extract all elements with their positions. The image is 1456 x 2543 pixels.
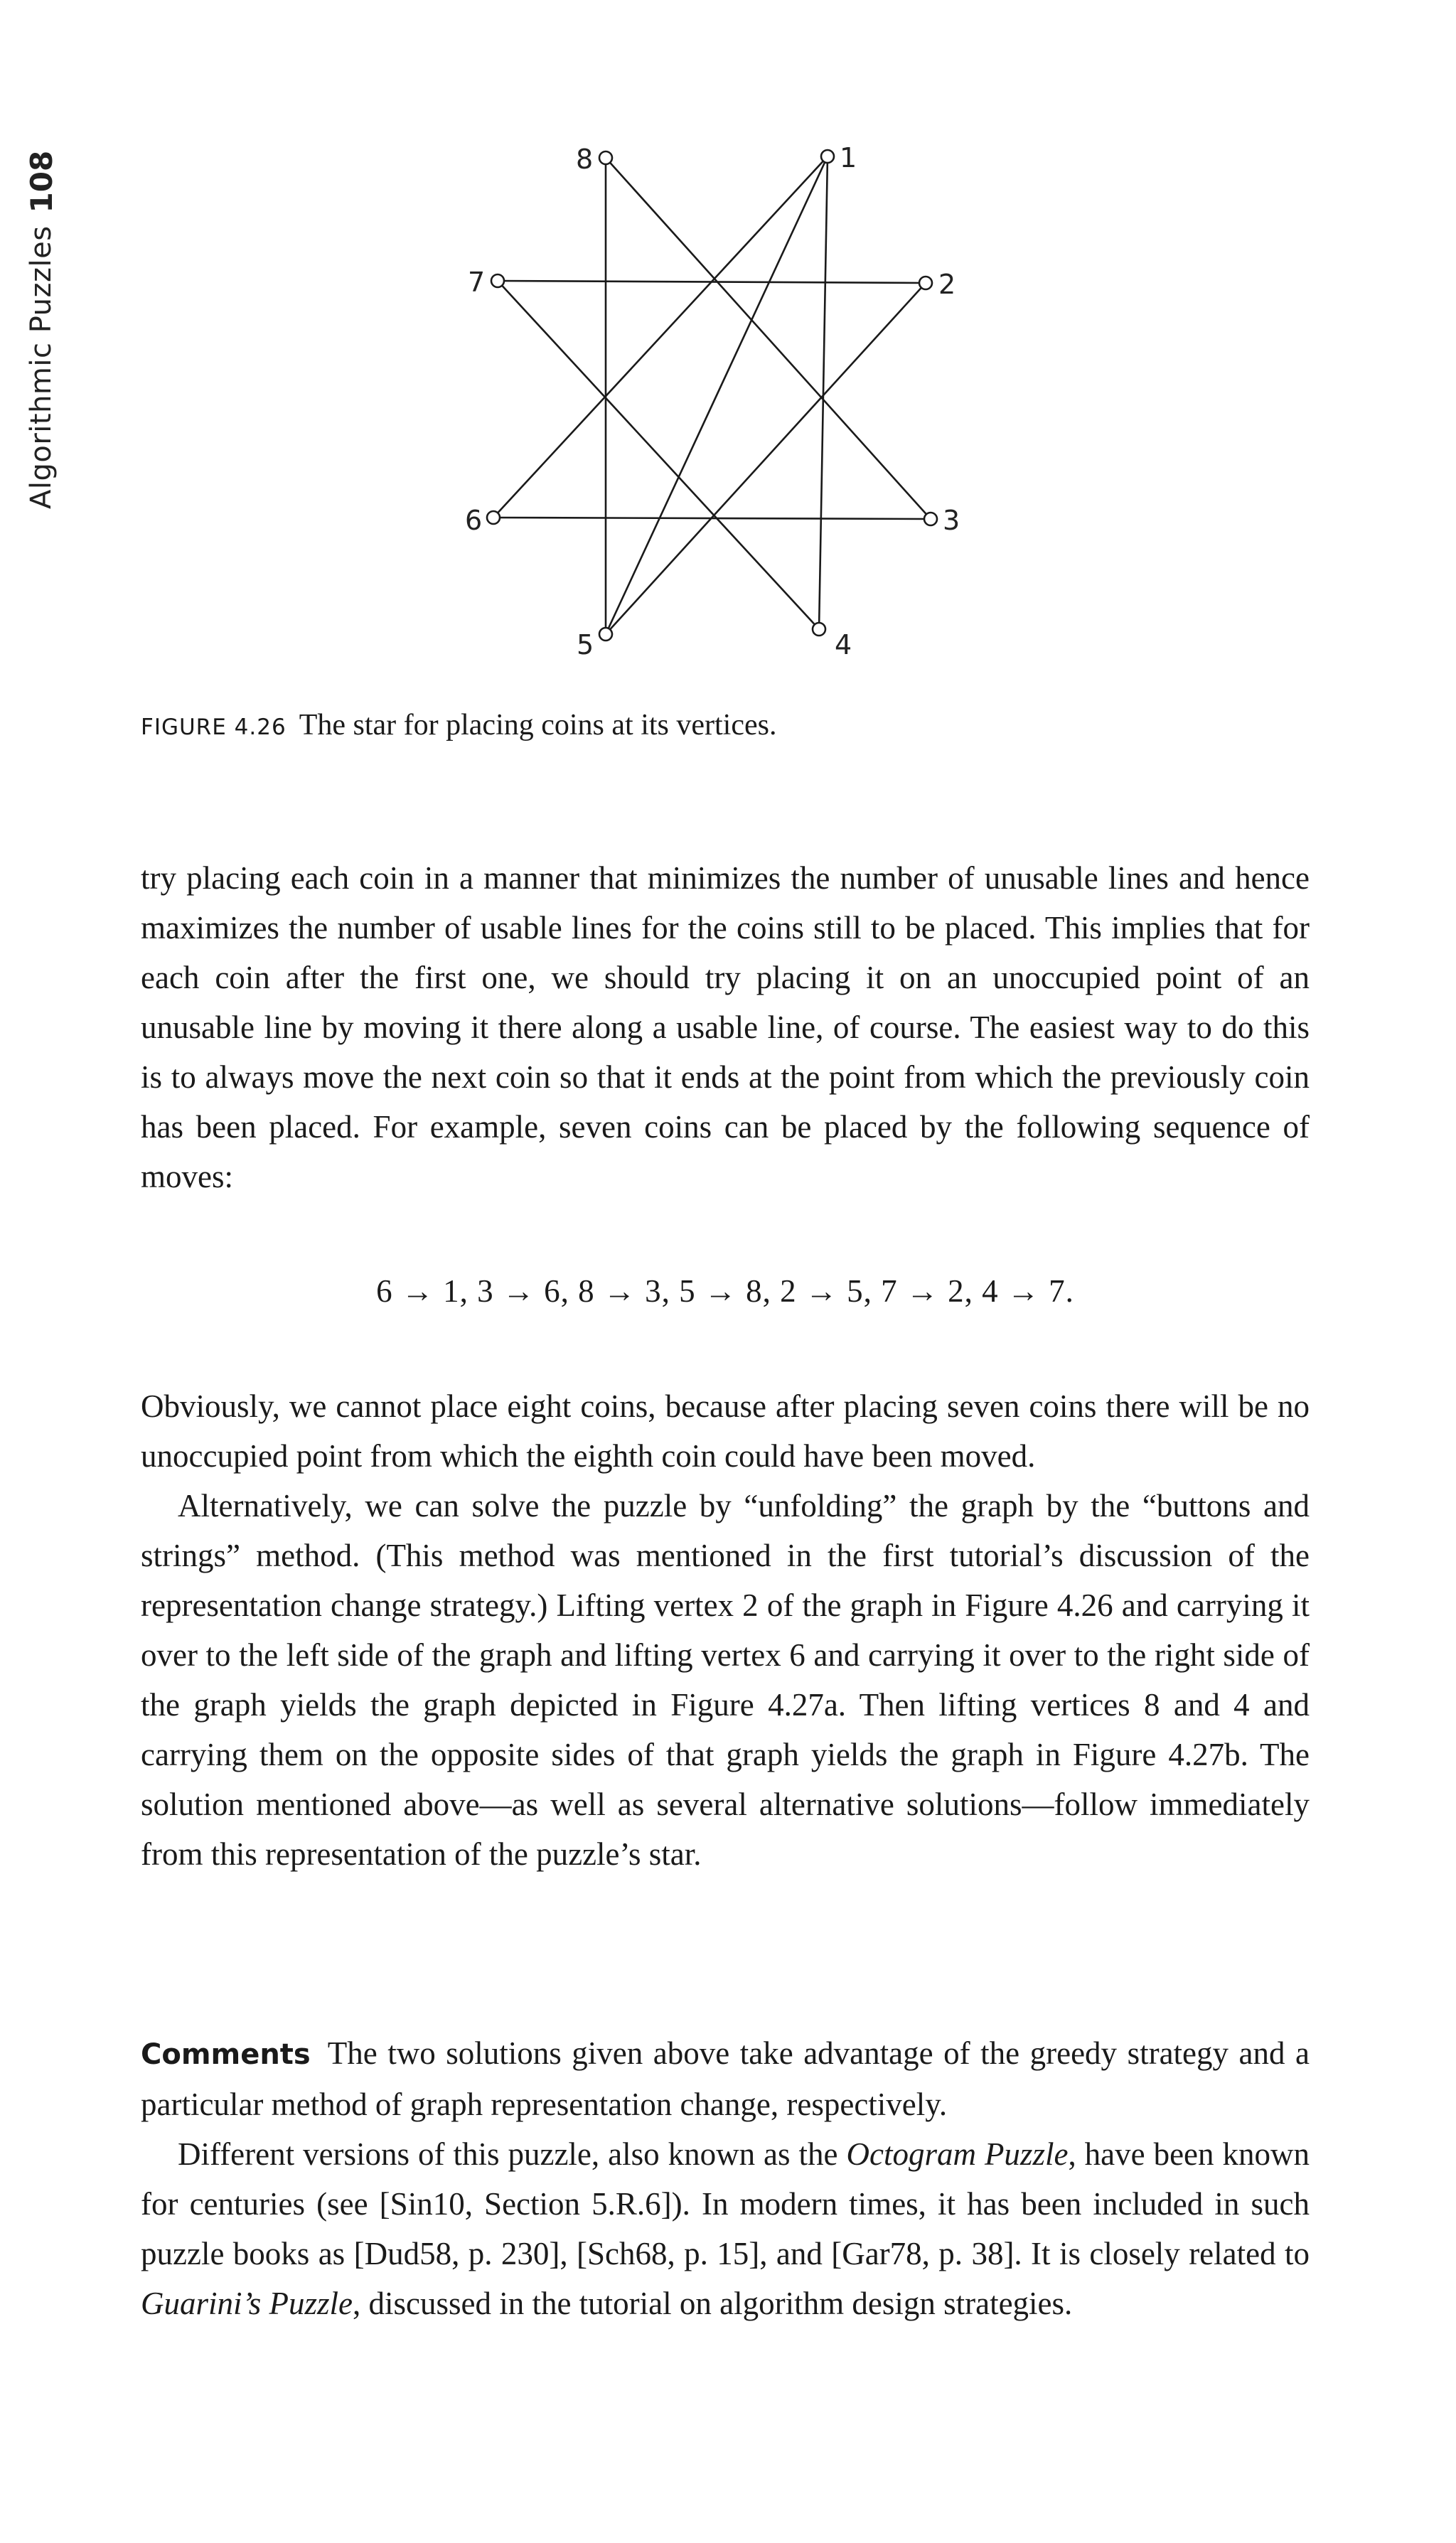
vertex-4 [813,623,825,636]
paragraph-2: Obviously, we cannot place eight coins, because after placing seven coins there will be no unoccupied point from which the eighth coin could have been moved. [141,1388,1310,1474]
comments-section [141,2028,1310,2328]
vertex-label-8: 8 [576,144,594,175]
vertex-7 [491,274,504,287]
edge-3-8 [606,158,931,519]
paragraph-5-part-3: , discussed in the tutorial on algorithm design strategies. [352,2286,1073,2321]
vertex-8 [599,151,612,164]
body-text-top [141,853,1310,1201]
paragraph-4-text: The two solutions given above take advantage of the greedy strategy and a particular method of graph representation change, respectively. [141,2035,1310,2122]
octagram-star-figure [0,0,1456,682]
vertex-label-5: 5 [577,629,594,660]
vertex-3 [924,513,937,525]
paragraph-4 [141,2028,1310,2129]
vertex-label-2: 2 [938,269,956,300]
paragraph-3: Alternatively, we can solve the puzzle by “unfolding” the graph by the “buttons and strings” method. (This method was mentioned in the first tutorial’s discussion of the representation change strategy.) Lifting vertex 2 of the graph in Figure 4.26 and carrying it over to the left side of the graph and lifting vertex 6 and carrying it over to the right side of the graph yields the graph depicted in Figure 4.27a. Then lifting vertices 8 and 4 and carrying them on the opposite sides of that graph yields the graph in Figure 4.27b. The solution mentioned above—as well as several alternative solutions—follow immediately from this representation of the puzzle’s star. [141,1488,1310,1872]
vertex-5 [599,628,612,641]
vertex-1 [821,150,834,163]
vertex-6 [487,511,500,524]
vertex-label-4: 4 [835,629,852,660]
guarinis-puzzle-title: Guarini’s Puzzle [141,2286,353,2321]
edge-6-1 [493,156,828,518]
paragraph-1: try placing each coin in a manner that minimizes the number of unusable lines and hence maximizes the number of usable lines for the coins still to be placed. This implies that for each coin after the first one, we should try placing it on an unoccupied point of an unusable line by moving it there along a usable line, of course. The easiest way to do this is to always move the next coin so that it ends at the point from which the previously coin has been placed. For example, seven coins can be placed by the following sequence of moves: [141,860,1310,1194]
paragraph-5-part-2: , have been known for centuries (see [Sin10, Section 5.R.6]). In modern times, it has been included in such puzzle books as [Dud58, p. 230], [Sch68, p. 15], and [Gar78, p. 38]. It is closely related to [141,2136,1310,2271]
body-text-middle [141,1381,1310,1879]
comments-label: Comments [141,2038,311,2071]
book-title: Algorithmic Puzzles [25,225,58,509]
caption-text: The star for placing coins at its vertices. [299,709,777,742]
vertex-label-7: 7 [468,267,486,298]
vertex-2 [919,277,932,289]
figure-caption [141,708,1321,742]
paragraph-5-part-1: Different versions of this puzzle, also known as the [178,2136,847,2172]
vertex-label-6: 6 [465,505,483,536]
edge-1-5 [606,156,828,634]
vertex-label-1: 1 [840,142,857,173]
vertex-label-3: 3 [943,505,960,536]
page-number: 108 [23,150,59,213]
caption-label: FIGURE 4.26 [141,714,287,740]
paragraph-5 [141,2129,1310,2328]
octogram-puzzle-title: Octogram Puzzle [846,2136,1069,2172]
edge-3-6 [493,518,931,519]
move-sequence-equation: 6 → 1, 3 → 6, 8 → 3, 5 → 8, 2 → 5, 7 → 2, 4 → 7. [376,1273,1074,1309]
